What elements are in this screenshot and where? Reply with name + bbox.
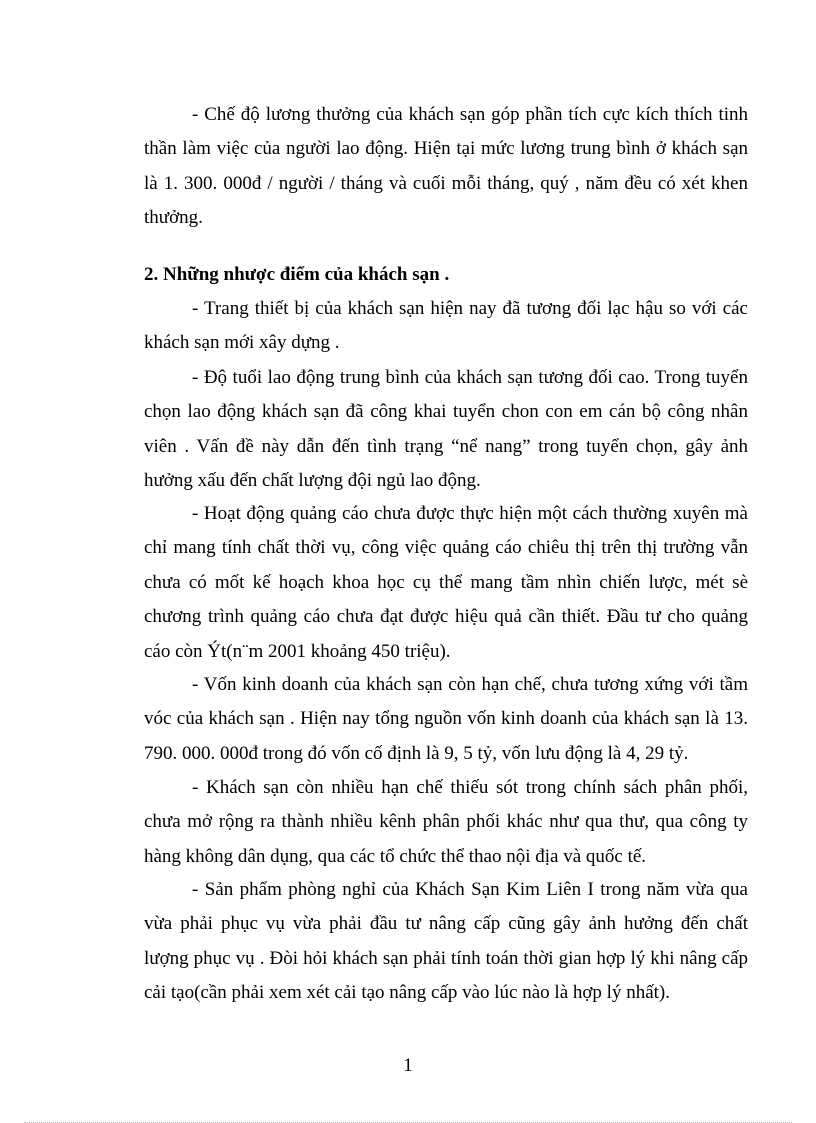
paragraph-distribution bbox=[144, 771, 748, 874]
section-heading: 2. Những nhược điểm của khách sạn . bbox=[144, 264, 450, 285]
paragraph-text: - Khách sạn còn nhiều hạn chế thiếu sót trong chính sách phân phối, chưa mở rộng ra thành nhiều kênh phân phối khác như qua thư, qua công ty hàng không dân dụng, qua các tổ chức thể thao nội địa và quốc tế. bbox=[144, 777, 748, 867]
paragraph-text: - Sản phẩm phòng nghỉ của Khách Sạn Kim Liên I trong năm vừa qua vừa phải phục vụ vừa phải đầu tư nâng cấp cũng gây ảnh hưởng đến chất lượng phục vụ . Đòi hỏi khách sạn phải tính toán thời gian hợp lý khi nâng cấp cải tạo(cần phải xem xét cải tạo nâng cấp vào lúc nào là hợp lý nhất). bbox=[144, 879, 748, 1004]
paragraph-advertising bbox=[144, 497, 748, 669]
page-number: 1 bbox=[403, 1055, 413, 1076]
paragraph-salary-policy bbox=[144, 98, 748, 236]
paragraph-equipment bbox=[144, 292, 748, 361]
paragraph-text: - Hoạt động quảng cáo chưa được thực hiện một cách thường xuyên mà chỉ mang tính chất thời vụ, công việc quảng cáo chiêu thị trên thị trường vẫn chưa có mốt kế hoạch khoa học cụ thể mang tầm nhìn chiến lược, mét sè chương trình quảng cáo chưa đạt được hiệu quả cần thiết. Đầu tư cho quảng cáo còn Ýt(n¨m 2001 khoảng 450 triệu). bbox=[144, 503, 748, 662]
paragraph-staff-age bbox=[144, 361, 748, 499]
paragraph-text: - Trang thiết bị của khách sạn hiện nay đã tương đối lạc hậu so với các khách sạn mới xây dựng . bbox=[144, 298, 748, 354]
paragraph-capital bbox=[144, 668, 748, 771]
paragraph-text: - Vốn kinh doanh của khách sạn còn hạn chế, chưa tương xứng với tầm vóc của khách sạn . Hiện nay tổng nguồn vốn kinh doanh của khách sạn là 13. 790. 000. 000đ trong đó vốn cố định là 9, 5 tỷ, vốn lưu động là 4, 29 tỷ. bbox=[144, 674, 748, 764]
paragraph-text: - Độ tuổi lao động trung bình của khách sạn tương đối cao. Trong tuyển chọn lao động khách sạn đã công khai tuyển chon con em cán bộ công nhân viên . Vấn đề này dẫn đến tình trạng “nể nang” trong tuyển chọn, gây ảnh hưởng xấu đến chất lượng đội ngủ lao động. bbox=[144, 367, 748, 492]
paragraph-room-product bbox=[144, 873, 748, 1011]
paragraph-text: - Chế độ lương thưởng của khách sạn góp phần tích cực kích thích tinh thần làm việc của người lao động. Hiện tại mức lương trung bình ở khách sạn là 1. 300. 000đ / người / tháng và cuối mỗi tháng, quý , năm đều có xét khen thưởng. bbox=[144, 104, 748, 229]
